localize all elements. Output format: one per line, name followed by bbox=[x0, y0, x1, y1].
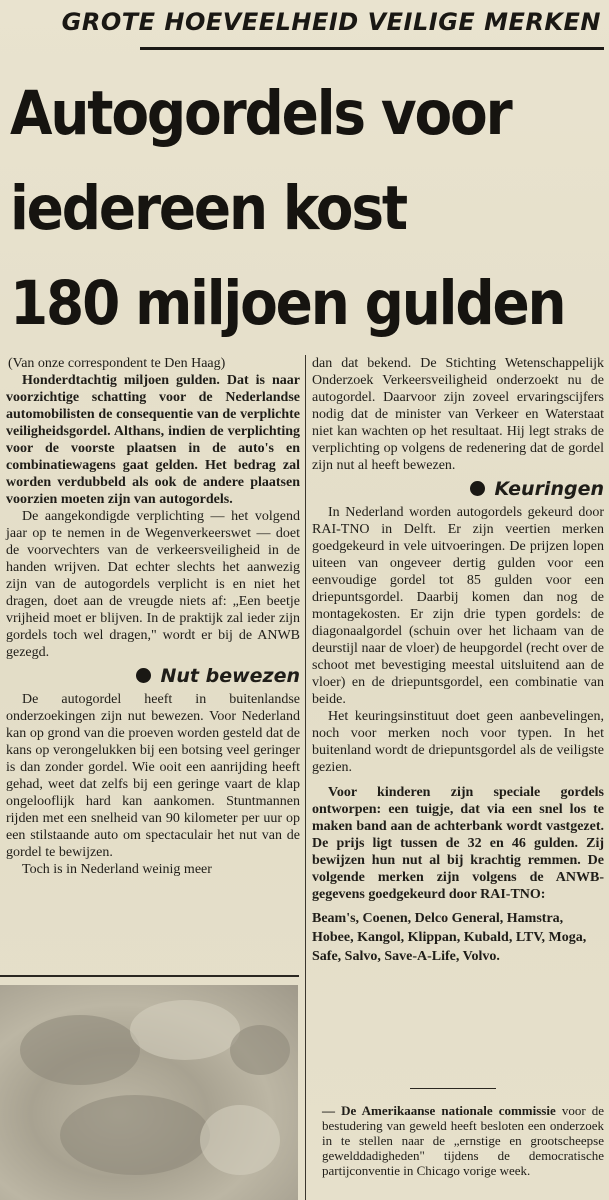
article-column-right bbox=[312, 355, 604, 966]
kicker-rule bbox=[140, 47, 604, 50]
brief-body: voor de bestudering van geweld heeft besloten een onderzoek in te stellen naar de „ernstige en grootscheepse gewelddadigheden" tijdens de democratische partijconventie in Chicago vorige week. bbox=[322, 1103, 604, 1178]
paragraph-bold: Voor kinderen zijn speciale gordels ontworpen: een tuigje, dat via een snel los te maken band aan de achterbank wordt vastgezet. De prijs ligt tussen de 32 en 46 gulden. Zij bewijzen hun nut al bij krachtig remmen. De volgende merken zijn volgens de ANWB-gegevens goedgekeurd door RAI-TNO: bbox=[312, 785, 604, 902]
bullet-dot-icon bbox=[470, 481, 485, 496]
paragraph: Toch is in Nederland weinig meer bbox=[22, 862, 212, 877]
paragraph: dan dat bekend. De Stichting Wetenschappelijk Onderzoek Verkeersveiligheid onderzoekt nu de autogordel. Daarvoor zijn zoveel ervaringscijfers nodig dat de minister van Verkeer en Waterstaat niet kan wachten op het resultaat. Hij legt straks de verplichting op volgens de redenering dat de gordel zijn nut al heeft bewezen. bbox=[312, 356, 604, 473]
photo-rule bbox=[0, 975, 299, 977]
bullet-dot-icon bbox=[136, 668, 151, 683]
headline-line-3: 180 miljoen gulden bbox=[10, 268, 565, 339]
paragraph: Het keuringsinstituut doet geen aanbevelingen, noch voor merken noch voor typen. In het buitenland wordt de driepuntsgordel als de veiligste gezien. bbox=[312, 709, 604, 775]
subhead-text: Keuringen bbox=[494, 478, 604, 500]
headline-line-2: iedereen kost bbox=[10, 173, 406, 244]
news-photo bbox=[0, 985, 298, 1200]
paragraph: In Nederland worden autogordels gekeurd door RAI-TNO in Delft. Er zijn veertien merken goedgekeurd in vele uitvoeringen. De prijzen lopen uiteen van ongeveer dertig gulden voor een eenvoudige gordel tot 85 gulden voor een driepuntsgordel. Daarbij komen dan nog de montagekosten. Er zijn drie typen gordels: de diagonaalgordel (schuin over het lichaam van de deurstijl naar de vloer) de heupgordel (recht over de schoot met bevestiging meestal uitsluitend aan de vloer) en de driepuntsgordel, een combinatie van beide. bbox=[312, 505, 604, 707]
brand-list: Beam's, Coenen, Delco General, Hamstra, Hobee, Kangol, Klippan, Kubald, LTV, Moga, Safe, Salvo, Save-A-Life, Volvo. bbox=[312, 911, 587, 964]
byline: (Van onze correspondent te Den Haag) bbox=[8, 356, 226, 371]
article-column-left bbox=[6, 355, 300, 878]
subhead-text: Nut bewezen bbox=[160, 665, 300, 687]
news-brief bbox=[322, 1103, 604, 1178]
paragraph: De autogordel heeft in buitenlandse onderzoekingen zijn nut bewezen. Voor Nederland kan op grond van die proeven worden gesteld dat de kans op verongelukken bij een botsing veel geringer is dan zonder gordel. Wie ooit een aanrijding heeft gehad, weet dat zelfs bij een geringe vaart de klap ongelooflijk hard kan aankomen. Stuntmannen rijden met een snelheid van 90 kilometer per uur op een stilstaande auto om spectaculair het nut van de gordel te bewijzen. bbox=[6, 692, 300, 860]
headline bbox=[10, 66, 565, 351]
lead-paragraph: Honderdtachtig miljoen gulden. Dat is naar voorzichtige schatting voor de Nederlandse automobilisten de consequentie van de verplichte veiligheidsgordel. Althans, indien de verplichting voor de voorste plaatsen in de auto's en combinatiewagens gaat gelden. Het bedrag zal worden verdubbeld als ook de andere plaatsen voorzien moeten zijn van autogordels. bbox=[6, 373, 300, 507]
kicker-heading: GROTE HOEVEELHEID VEILIGE MERKEN bbox=[61, 8, 601, 36]
section-rule bbox=[410, 1088, 496, 1089]
paragraph: De aangekondigde verplichting — het volgend jaar op te nemen in de Wegenverkeerswet — doet de voorvechters van de verkeersveiligheid in de handen wrijven. Dat echter slechts het aanwezig zijn van de autogordels verplicht is en niet het dragen, doet aan de vreugde niets af: „Een beetje vrijheid moet er blijven. In de praktijk zal ieder zijn gordels toch wel dragen," wordt er bij de ANWB gezegd. bbox=[6, 509, 300, 660]
subhead-nut-bewezen bbox=[6, 664, 300, 688]
subhead-keuringen bbox=[312, 477, 604, 501]
headline-line-1: Autogordels voor bbox=[10, 78, 511, 149]
brief-lead: — De Amerikaanse nationale commissie bbox=[322, 1103, 556, 1118]
column-divider bbox=[305, 355, 306, 1200]
